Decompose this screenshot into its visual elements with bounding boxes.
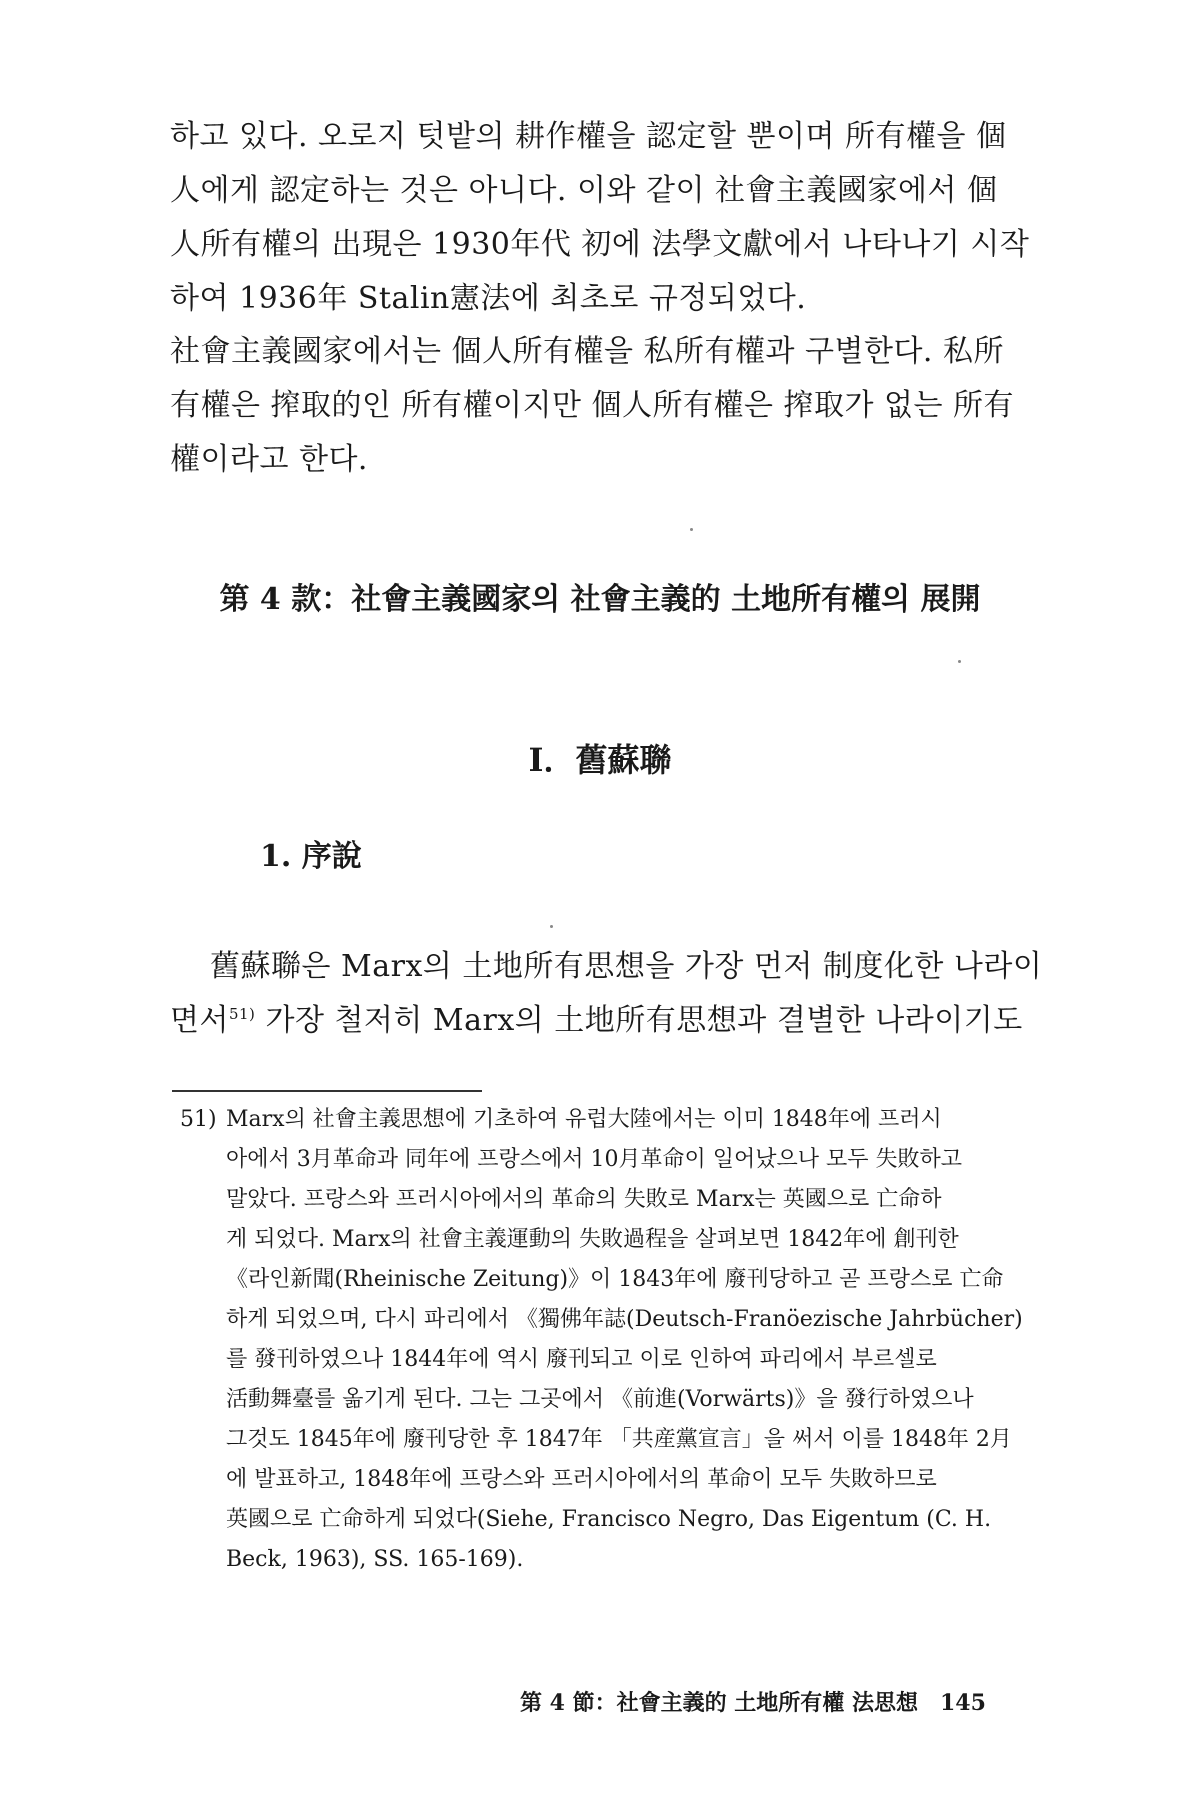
text-line: 權이라고 한다.	[170, 442, 368, 477]
footnote-line: 그것도 1845年에 廢刊당한 후 1847年 「共産黨宣言」을 써서 이를 1848年 2月	[226, 1427, 1012, 1452]
footnote-51	[180, 1100, 1040, 1580]
footnote-line: 말았다. 프랑스와 프러시아에서의 革命의 失敗로 Marx는 英國으로 亡命하	[226, 1187, 942, 1212]
footnote-line: 에 발표하고, 1848年에 프랑스와 프러시아에서의 革命이 모두 失敗하므로	[226, 1467, 937, 1492]
body-paragraph-1	[170, 110, 1030, 326]
scan-speck	[550, 925, 553, 928]
footnote-line: 英國으로 亡命하게 되었다(Siehe, Francisco Negro, Das Eigentum (C. H.	[226, 1507, 992, 1532]
running-footer	[520, 1688, 986, 1718]
text-line: 有權은 搾取的인 所有權이지만 個人所有權은 搾取가 없는 所有	[170, 388, 1015, 423]
footnote-number: 51)	[180, 1107, 217, 1132]
text-line: 人所有權의 出現은 1930年代 初에 法學文獻에서 나타나기 시작	[170, 227, 1030, 262]
text-fragment: 면서	[170, 1003, 229, 1038]
footnote-line: 게 되었다. Marx의 社會主義運動의 失敗過程을 살펴보면 1842年에 創刊한	[226, 1227, 959, 1252]
footnote-line: Beck, 1963), SS. 165-169).	[226, 1547, 524, 1572]
text-fragment: 가장 철저히 Marx의 土地所有思想과 결별한 나라이기도	[255, 1003, 1023, 1038]
body-paragraph-3	[170, 940, 1043, 1048]
footnote-reference[interactable]: 51)	[228, 1005, 256, 1023]
body-paragraph-2	[170, 325, 1030, 487]
text-line: 人에게 認定하는 것은 아니다. 이와 같이 社會主義國家에서 個	[170, 173, 998, 208]
footnote-line	[180, 1100, 1040, 1140]
text-line: 하여 1936年 Stalin憲法에 최초로 규정되었다.	[170, 281, 807, 316]
footnote-line: 를 發刊하였으나 1844年에 역시 廢刊되고 이로 인하여 파리에서 부르셀로	[226, 1347, 937, 1372]
subsection-heading: 1. 序說	[260, 839, 362, 874]
text-line	[170, 994, 1030, 1048]
footnote-line: 活動舞臺를 옮기게 된다. 그는 그곳에서 《前進(Vorwärts)》을 發行하였으나	[226, 1387, 974, 1412]
footnote-line: 《라인新聞(Rheinische Zeitung)》이 1843年에 廢刊당하고 곧 프랑스로 亡命	[226, 1267, 1004, 1292]
footnote-text: Marx의 社會主義思想에 기초하여 유럽大陸에서는 이미 1848年에 프러시	[226, 1107, 942, 1132]
footnote-line: 아에서 3月革命과 同年에 프랑스에서 10月革命이 일어났으나 모두 失敗하고	[226, 1147, 962, 1172]
scan-speck	[958, 660, 961, 663]
chapter-heading: I．舊蘇聯	[528, 741, 672, 779]
footnote-line: 하게 되었으며, 다시 파리에서 《獨佛年誌(Deutsch-Franöezische Jahrbücher)	[226, 1307, 1023, 1332]
scan-speck	[690, 528, 693, 531]
section-heading: 第 4 款：社會主義國家의 社會主義的 土地所有權의 展開	[219, 582, 981, 617]
footnote-divider	[172, 1090, 482, 1092]
running-head-title: 第 4 節：社會主義的 土地所有權 法思想	[520, 1690, 918, 1716]
text-line: 하고 있다. 오로지 텃밭의 耕作權을 認定할 뿐이며 所有權을 個	[170, 119, 1007, 154]
page-number: 145	[939, 1690, 986, 1716]
text-line: 社會主義國家에서는 個人所有權을 私所有權과 구별한다. 私所	[170, 334, 1004, 369]
text-line: 舊蘇聯은 Marx의 土地所有思想을 가장 먼저 制度化한 나라이	[210, 949, 1043, 984]
